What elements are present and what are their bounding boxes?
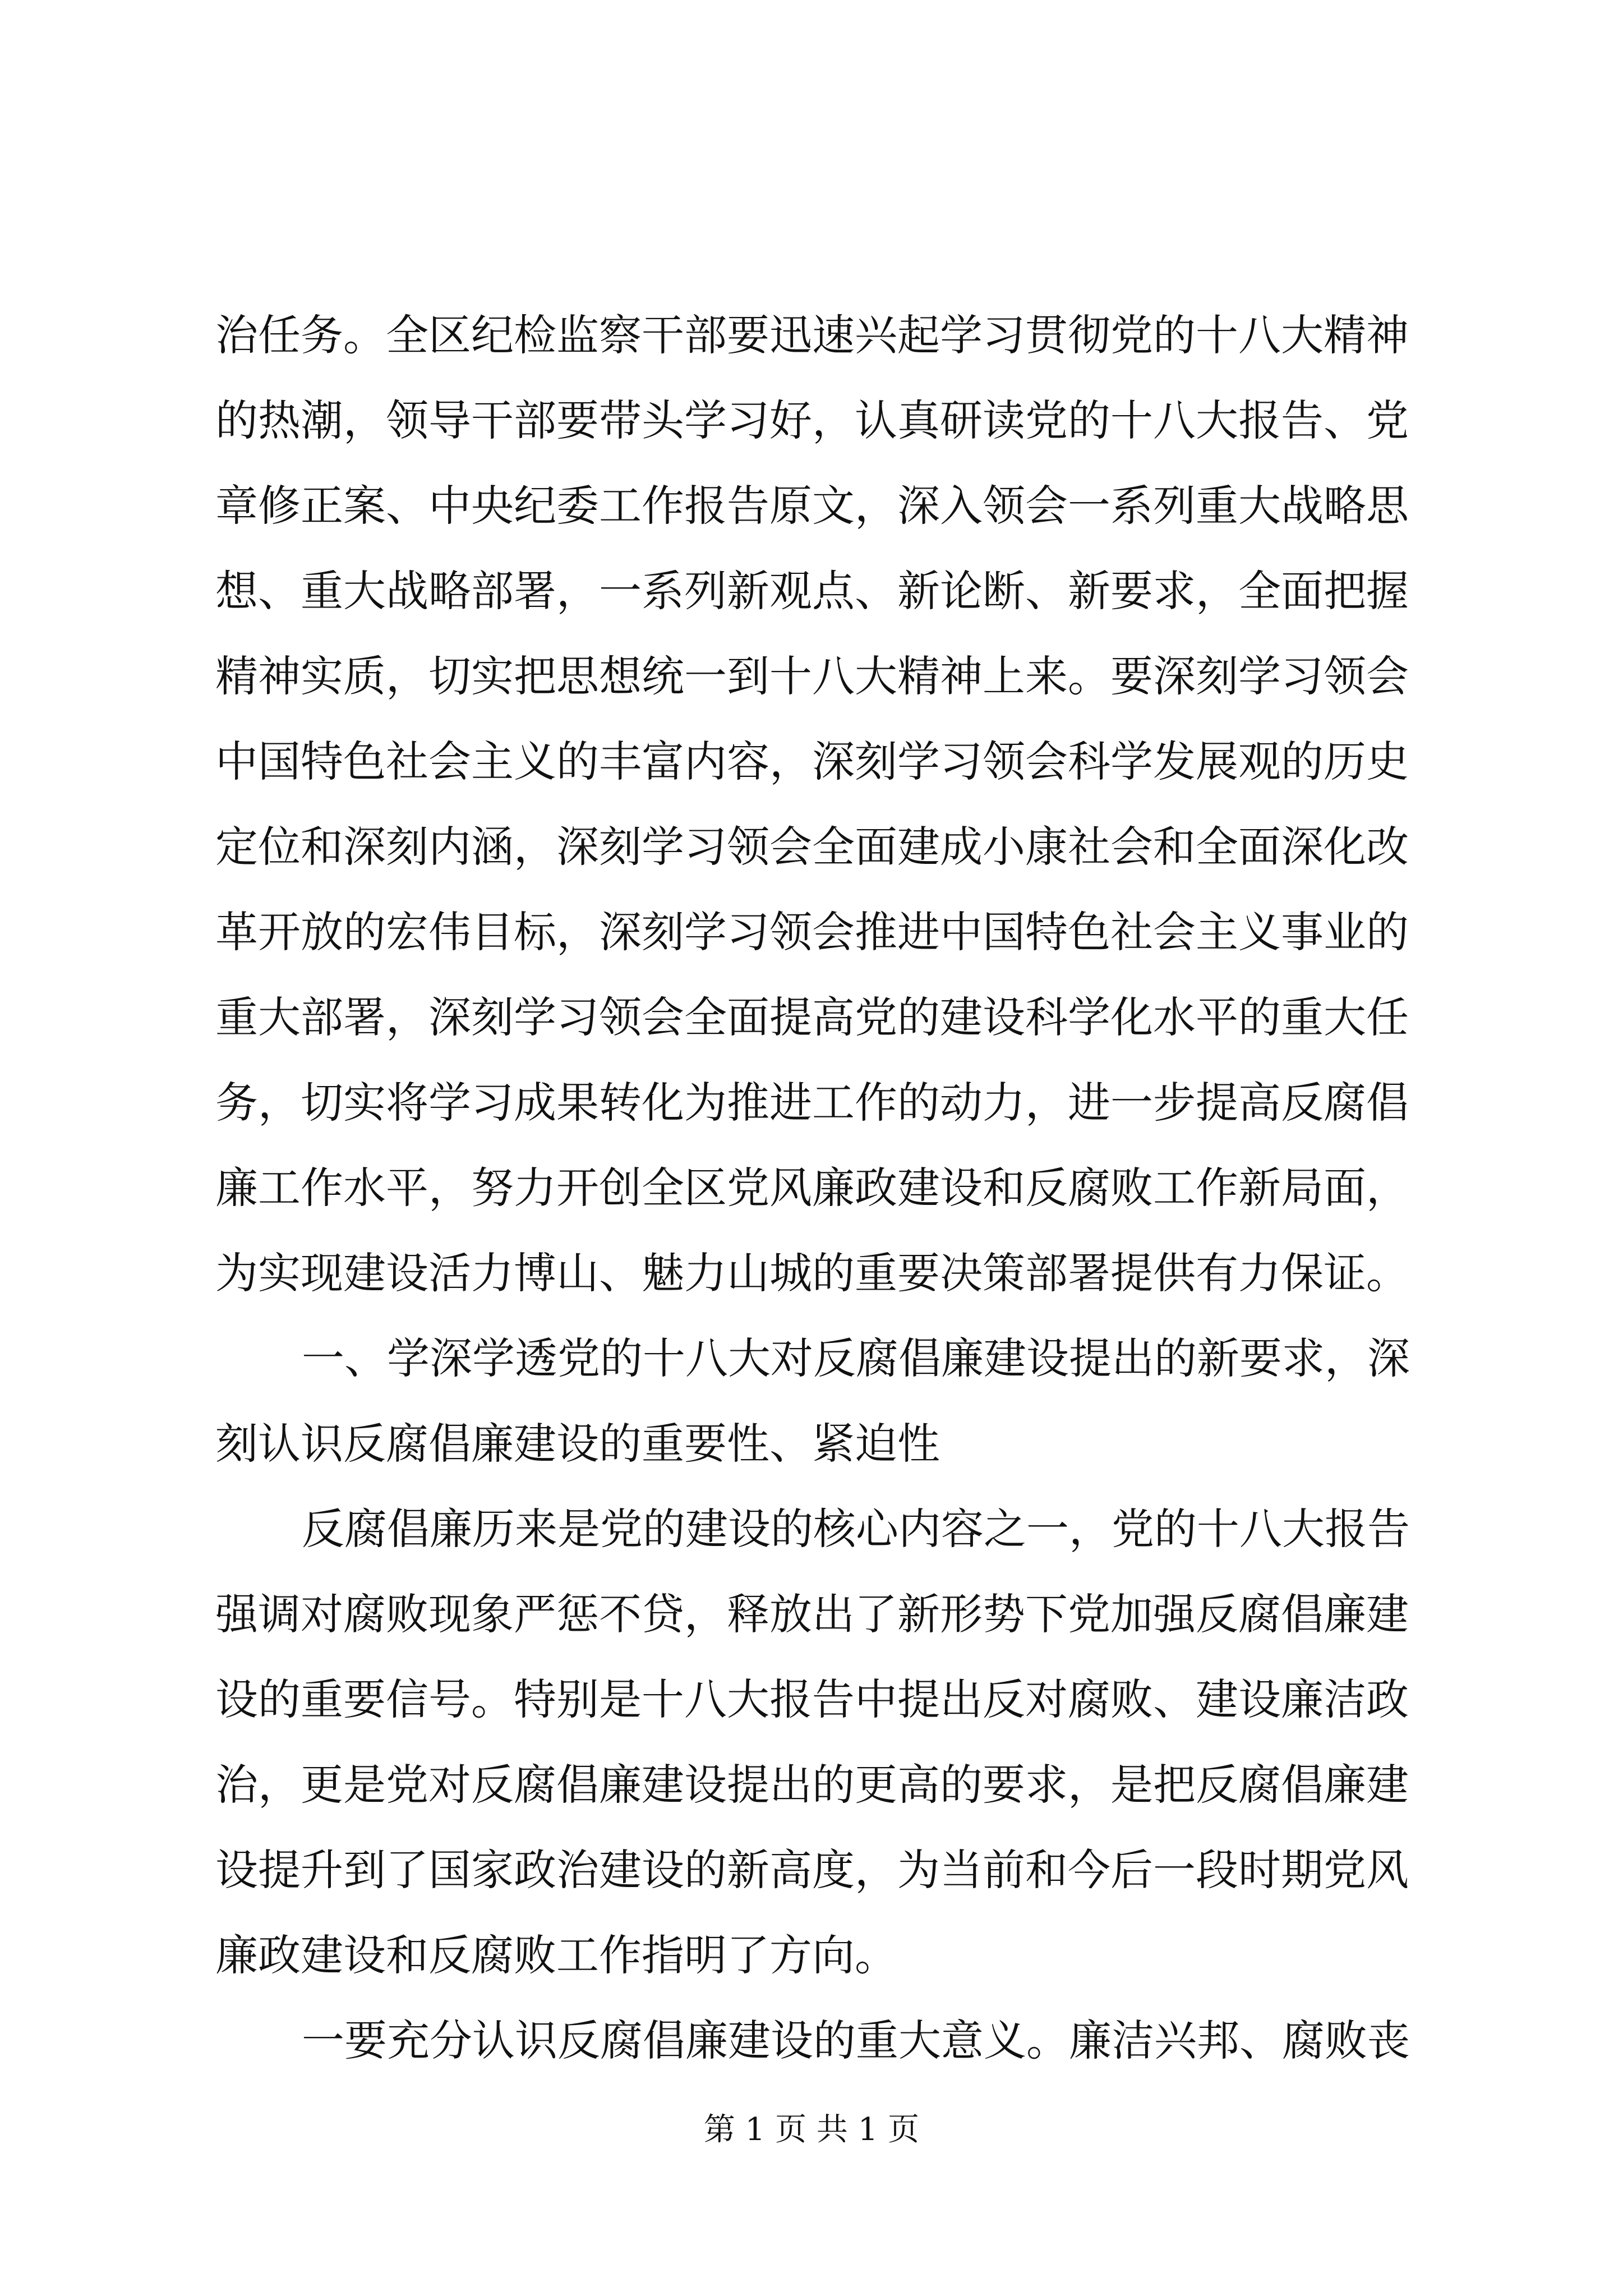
body-line-8: 革开放的宏伟目标，深刻学习领会推进中国特色社会主义事业的 bbox=[215, 907, 1409, 957]
body-line-6: 中国特色社会主义的丰富内容，深刻学习领会科学发展观的历史 bbox=[215, 737, 1409, 786]
body-line-17: 设的重要信号。特别是十八大报告中提出反对腐败、建设廉洁政 bbox=[215, 1674, 1409, 1724]
body-line-1: 治任务。全区纪检监察干部要迅速兴起学习贯彻党的十八大精神 bbox=[215, 310, 1409, 360]
body-line-18: 治，更是党对反腐倡廉建设提出的更高的要求，是把反腐倡廉建 bbox=[215, 1760, 1409, 1810]
body-line-2: 的热潮，领导干部要带头学习好，认真研读党的十八大报告、党 bbox=[215, 395, 1409, 445]
body-line-3: 章修正案、中央纪委工作报告原文，深入领会一系列重大战略思 bbox=[215, 481, 1409, 531]
body-line-15: 反腐倡廉历来是党的建设的核心内容之一，党的十八大报告 bbox=[302, 1504, 1410, 1554]
page-footer: 第 1 页 共 1 页 bbox=[703, 2111, 920, 2148]
body-line-7: 定位和深刻内涵，深刻学习领会全面建成小康社会和全面深化改 bbox=[215, 822, 1409, 872]
body-line-16: 强调对腐败现象严惩不贷，释放出了新形势下党加强反腐倡廉建 bbox=[215, 1589, 1409, 1639]
body-line-20: 廉政建设和反腐败工作指明了方向。 bbox=[215, 1930, 897, 1980]
body-line-11: 廉工作水平，努力开创全区党风廉政建设和反腐败工作新局面， bbox=[215, 1163, 1409, 1213]
body-line-19: 设提升到了国家政治建设的新高度，为当前和今后一段时期党风 bbox=[215, 1845, 1409, 1895]
body-line-21: 一要充分认识反腐倡廉建设的重大意义。廉洁兴邦、腐败丧 bbox=[302, 2016, 1410, 2065]
section-heading-line-2: 刻认识反腐倡廉建设的重要性、紧迫性 bbox=[215, 1419, 940, 1469]
body-line-12: 为实现建设活力博山、魅力山城的重要决策部署提供有力保证。 bbox=[215, 1248, 1409, 1298]
body-line-4: 想、重大战略部署，一系列新观点、新论断、新要求，全面把握 bbox=[215, 566, 1409, 616]
body-line-5: 精神实质，切实把思想统一到十八大精神上来。要深刻学习领会 bbox=[215, 651, 1409, 701]
body-line-10: 务，切实将学习成果转化为推进工作的动力，进一步提高反腐倡 bbox=[215, 1078, 1409, 1128]
body-line-9: 重大部署，深刻学习领会全面提高党的建设科学化水平的重大任 bbox=[215, 992, 1409, 1042]
section-heading-line-1: 一、学深学透党的十八大对反腐倡廉建设提出的新要求，深 bbox=[302, 1333, 1410, 1383]
